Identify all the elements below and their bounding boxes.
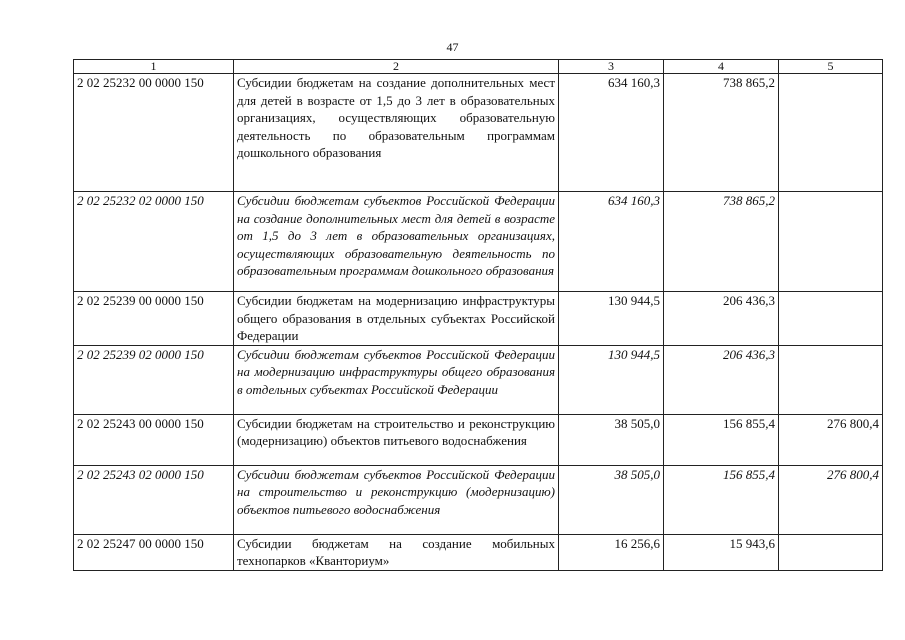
amount-col5-cell: 276 800,4 bbox=[779, 414, 883, 465]
amount-col3-cell: 16 256,6 bbox=[559, 534, 664, 570]
budget-table bbox=[73, 59, 883, 571]
amount-col4-cell: 206 436,3 bbox=[664, 292, 779, 346]
table-row bbox=[74, 465, 883, 534]
column-header-1: 1 bbox=[74, 60, 234, 74]
amount-col3-cell: 634 160,3 bbox=[559, 192, 664, 292]
description-cell: Субсидии бюджетам на создание мобильных технопарков «Кванториум» bbox=[234, 534, 559, 570]
description-cell: Субсидии бюджетам на модернизацию инфраструктуры общего образования в отдельных субъектах Российской Федерации bbox=[234, 292, 559, 346]
budget-code-cell: 2 02 25232 00 0000 150 bbox=[74, 74, 234, 192]
column-header-5: 5 bbox=[779, 60, 883, 74]
table-row bbox=[74, 192, 883, 292]
amount-col5-cell bbox=[779, 534, 883, 570]
table-row bbox=[74, 414, 883, 465]
amount-col3-cell: 38 505,0 bbox=[559, 414, 664, 465]
page-number: 47 bbox=[446, 40, 459, 54]
table-header-row bbox=[74, 60, 883, 74]
column-header-2: 2 bbox=[234, 60, 559, 74]
amount-col3-cell: 130 944,5 bbox=[559, 292, 664, 346]
budget-code-cell: 2 02 25239 02 0000 150 bbox=[74, 345, 234, 414]
amount-col3-cell: 38 505,0 bbox=[559, 465, 664, 534]
table-row bbox=[74, 292, 883, 346]
description-cell: Субсидии бюджетам на строительство и реконструкцию (модернизацию) объектов питьевого водоснабжения bbox=[234, 414, 559, 465]
amount-col4-cell: 206 436,3 bbox=[664, 345, 779, 414]
amount-col5-cell bbox=[779, 74, 883, 192]
description-cell: Субсидии бюджетам субъектов Российской Федерации на создание дополнительных мест для детей в возрасте от 1,5 до 3 лет в образовательных организациях, осуществляющих образовательную деятельность по образовательным программам дошкольного образования bbox=[234, 192, 559, 292]
amount-col4-cell: 738 865,2 bbox=[664, 74, 779, 192]
budget-code-cell: 2 02 25243 00 0000 150 bbox=[74, 414, 234, 465]
table-row bbox=[74, 345, 883, 414]
table-row bbox=[74, 534, 883, 570]
amount-col4-cell: 15 943,6 bbox=[664, 534, 779, 570]
amount-col3-cell: 130 944,5 bbox=[559, 345, 664, 414]
table-row bbox=[74, 74, 883, 192]
budget-code-cell: 2 02 25239 00 0000 150 bbox=[74, 292, 234, 346]
amount-col3-cell: 634 160,3 bbox=[559, 74, 664, 192]
description-cell: Субсидии бюджетам на создание дополнительных мест для детей в возрасте от 1,5 до 3 лет в образовательных организациях, осуществляющих образовательную деятельность по образовательным программам дошкольного образования bbox=[234, 74, 559, 192]
amount-col5-cell bbox=[779, 345, 883, 414]
column-header-3: 3 bbox=[559, 60, 664, 74]
description-cell: Субсидии бюджетам субъектов Российской Федерации на строительство и реконструкцию (модернизацию) объектов питьевого водоснабжения bbox=[234, 465, 559, 534]
amount-col5-cell bbox=[779, 292, 883, 346]
budget-code-cell: 2 02 25232 02 0000 150 bbox=[74, 192, 234, 292]
amount-col5-cell bbox=[779, 192, 883, 292]
amount-col4-cell: 738 865,2 bbox=[664, 192, 779, 292]
amount-col4-cell: 156 855,4 bbox=[664, 465, 779, 534]
budget-code-cell: 2 02 25247 00 0000 150 bbox=[74, 534, 234, 570]
budget-code-cell: 2 02 25243 02 0000 150 bbox=[74, 465, 234, 534]
column-header-4: 4 bbox=[664, 60, 779, 74]
amount-col5-cell: 276 800,4 bbox=[779, 465, 883, 534]
description-cell: Субсидии бюджетам субъектов Российской Федерации на модернизацию инфраструктуры общего образования в отдельных субъектах Российской Федерации bbox=[234, 345, 559, 414]
amount-col4-cell: 156 855,4 bbox=[664, 414, 779, 465]
